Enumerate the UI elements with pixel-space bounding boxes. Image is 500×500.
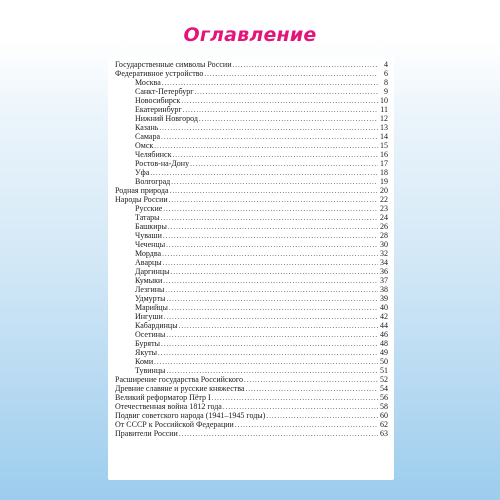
toc-entry[interactable] — [115, 177, 388, 186]
toc-entry[interactable] — [115, 276, 388, 285]
toc-dot-leader — [199, 115, 378, 124]
toc-entry-page-number: 16 — [380, 150, 388, 159]
toc-entry[interactable] — [115, 204, 388, 213]
toc-entry-page-number: 44 — [380, 321, 388, 330]
toc-entry-page-number: 28 — [380, 231, 388, 240]
toc-dot-leader — [183, 106, 378, 115]
toc-entry[interactable] — [115, 186, 388, 195]
toc-entry-page-number: 60 — [380, 411, 388, 420]
toc-entry[interactable] — [115, 150, 388, 159]
toc-entry-label: Государственные символы России — [115, 60, 232, 69]
toc-entry-label: Якуты — [135, 348, 157, 357]
toc-entry-label: Татары — [135, 213, 160, 222]
toc-entry-label: Казань — [135, 123, 159, 132]
toc-entry-label: Новосибирск — [135, 96, 181, 105]
toc-entry-label: Волгоград — [135, 177, 171, 186]
toc-dot-leader — [195, 88, 378, 97]
toc-entry-label: Удмурты — [135, 294, 166, 303]
toc-entry-page-number: 17 — [380, 159, 388, 168]
toc-entry-label: Уфа — [135, 168, 150, 177]
toc-entry[interactable] — [115, 285, 388, 294]
toc-entry-page-number: 9 — [384, 87, 388, 96]
toc-dot-leader — [154, 358, 378, 367]
toc-entry-label: Отечественная война 1812 года — [115, 402, 222, 411]
toc-entry-page-number: 10 — [380, 96, 388, 105]
toc-entry-label: Родная природа — [115, 186, 169, 195]
toc-dot-leader — [166, 331, 378, 340]
toc-dot-leader — [163, 205, 378, 214]
toc-entry-label: Ингуши — [135, 312, 163, 321]
toc-entry-label: Чеченцы — [135, 240, 166, 249]
toc-entry-label: Челябинск — [135, 150, 172, 159]
toc-entry-page-number: 19 — [380, 177, 388, 186]
toc-dot-leader — [171, 268, 378, 277]
toc-entry-page-number: 49 — [380, 348, 388, 357]
toc-entry-page-number: 12 — [380, 114, 388, 123]
toc-entry-label: Правители России — [115, 429, 178, 438]
toc-dot-leader — [163, 232, 378, 241]
toc-entry-page-number: 50 — [380, 357, 388, 366]
toc-dot-leader — [204, 70, 378, 79]
toc-dot-leader — [163, 259, 378, 268]
toc-entry[interactable] — [115, 402, 388, 411]
toc-entry[interactable] — [115, 375, 388, 384]
toc-entry[interactable] — [115, 249, 388, 258]
toc-entry[interactable] — [115, 231, 388, 240]
toc-entry-page-number: 58 — [380, 402, 388, 411]
toc-entry-page-number: 6 — [384, 69, 388, 78]
toc-entry-label: Санкт-Петербург — [135, 87, 194, 96]
toc-dot-leader — [169, 196, 378, 205]
toc-entry[interactable] — [115, 222, 388, 231]
toc-entry-page-number: 20 — [380, 186, 388, 195]
toc-entry-page-number: 22 — [380, 195, 388, 204]
toc-dot-leader — [161, 340, 378, 349]
toc-entry-page-number: 15 — [380, 141, 388, 150]
toc-entry[interactable] — [115, 393, 388, 402]
toc-entry-page-number: 56 — [380, 393, 388, 402]
toc-entry-label: Великий реформатор Пётр I — [115, 393, 211, 402]
toc-entry[interactable] — [115, 78, 388, 87]
toc-entry[interactable] — [115, 339, 388, 348]
toc-entry-page-number: 26 — [380, 222, 388, 231]
toc-entry[interactable] — [115, 159, 388, 168]
toc-entry-label: Даргинцы — [135, 267, 170, 276]
toc-entry-page-number: 48 — [380, 339, 388, 348]
toc-entry-page-number: 63 — [380, 429, 388, 438]
toc-entry[interactable] — [115, 132, 388, 141]
toc-entry-page-number: 36 — [380, 267, 388, 276]
toc-dot-leader — [158, 349, 378, 358]
toc-dot-leader — [161, 214, 378, 223]
toc-entry-label: Осетины — [135, 330, 166, 339]
toc-entry-label: Русские — [135, 204, 163, 213]
toc-entry[interactable] — [115, 420, 388, 429]
toc-dot-leader — [165, 286, 378, 295]
toc-entry-page-number: 62 — [380, 420, 388, 429]
toc-entry-label: Лезгины — [135, 285, 165, 294]
toc-entry[interactable] — [115, 123, 388, 132]
toc-entry-label: Тувинцы — [135, 366, 166, 375]
toc-dot-leader — [164, 313, 378, 322]
toc-dot-leader — [245, 385, 378, 394]
toc-entry[interactable] — [115, 168, 388, 177]
toc-entry-page-number: 52 — [380, 375, 388, 384]
toc-entry-page-number: 30 — [380, 240, 388, 249]
toc-dot-leader — [170, 187, 378, 196]
toc-entry-label: Кабардинцы — [135, 321, 178, 330]
toc-dot-leader — [169, 304, 378, 313]
toc-entry[interactable] — [115, 357, 388, 366]
toc-entry[interactable] — [115, 195, 388, 204]
toc-entry[interactable] — [115, 267, 388, 276]
toc-entry-label: Москва — [135, 78, 161, 87]
toc-entry-label: Нижний Новгород — [135, 114, 198, 123]
toc-entry-page-number: 42 — [380, 312, 388, 321]
toc-dot-leader — [162, 250, 378, 259]
toc-entry[interactable] — [115, 384, 388, 393]
toc-entry-page-number: 51 — [380, 366, 388, 375]
toc-dot-leader — [166, 295, 378, 304]
toc-dot-leader — [179, 430, 378, 439]
toc-entry-page-number: 38 — [380, 285, 388, 294]
toc-dot-leader — [266, 412, 378, 421]
toc-entry[interactable] — [115, 366, 388, 375]
toc-entry[interactable] — [115, 69, 388, 78]
toc-entry-page-number: 54 — [380, 384, 388, 393]
toc-entry-label: Мордва — [135, 249, 162, 258]
toc-entry-page-number: 24 — [380, 213, 388, 222]
toc-entry-label: Федеративное устройство — [115, 69, 204, 78]
toc-dot-leader — [163, 277, 378, 286]
toc-dot-leader — [154, 142, 378, 151]
toc-dot-leader — [161, 133, 378, 142]
table-of-contents — [115, 60, 388, 438]
toc-entry-page-number: 46 — [380, 330, 388, 339]
toc-entry[interactable] — [115, 240, 388, 249]
toc-entry-label: Подвиг советского народа (1941–1945 годы) — [115, 411, 266, 420]
toc-entry-label: Марийцы — [135, 303, 168, 312]
toc-entry-label: Башкиры — [135, 222, 167, 231]
toc-entry[interactable] — [115, 114, 388, 123]
toc-entry[interactable] — [115, 96, 388, 105]
toc-entry-page-number: 4 — [384, 60, 388, 69]
toc-entry[interactable] — [115, 303, 388, 312]
toc-entry-page-number: 39 — [380, 294, 388, 303]
toc-entry-label: Расширение государства Российского — [115, 375, 243, 384]
toc-entry-page-number: 40 — [380, 303, 388, 312]
toc-entry-label: Ростов-на-Дону — [135, 159, 190, 168]
toc-entry-page-number: 14 — [380, 132, 388, 141]
toc-entry[interactable] — [115, 429, 388, 438]
toc-entry-label: Самара — [135, 132, 160, 141]
toc-dot-leader — [190, 160, 378, 169]
toc-dot-leader — [166, 241, 378, 250]
toc-dot-leader — [181, 97, 378, 106]
toc-entry[interactable] — [115, 348, 388, 357]
toc-dot-leader — [150, 169, 378, 178]
toc-entry[interactable] — [115, 321, 388, 330]
toc-dot-leader — [233, 61, 379, 70]
toc-dot-leader — [168, 223, 378, 232]
toc-entry-page-number: 34 — [380, 258, 388, 267]
toc-entry-page-number: 11 — [380, 105, 388, 114]
toc-entry-page-number: 32 — [380, 249, 388, 258]
toc-entry[interactable] — [115, 258, 388, 267]
toc-entry-label: Народы России — [115, 195, 168, 204]
toc-entry[interactable] — [115, 312, 388, 321]
toc-entry-label: Буряты — [135, 339, 160, 348]
page-title: Оглавление — [183, 24, 317, 46]
toc-dot-leader — [212, 394, 378, 403]
toc-entry-page-number: 23 — [380, 204, 388, 213]
toc-entry-label: Екатеринбург — [135, 105, 182, 114]
toc-dot-leader — [171, 178, 378, 187]
toc-entry[interactable] — [115, 87, 388, 96]
toc-entry[interactable] — [115, 294, 388, 303]
toc-entry[interactable] — [115, 330, 388, 339]
toc-dot-leader — [159, 124, 378, 133]
toc-entry-label: Чуваши — [135, 231, 162, 240]
toc-entry-label: Аварцы — [135, 258, 162, 267]
toc-entry-label: Кумыки — [135, 276, 163, 285]
toc-entry-page-number: 37 — [380, 276, 388, 285]
toc-entry-label: Коми — [135, 357, 154, 366]
toc-entry[interactable] — [115, 141, 388, 150]
toc-entry[interactable] — [115, 105, 388, 114]
toc-entry-label: Древние славяне и русские княжества — [115, 384, 245, 393]
toc-entry-page-number: 18 — [380, 168, 388, 177]
toc-dot-leader — [244, 376, 378, 385]
toc-dot-leader — [235, 421, 378, 430]
toc-entry-label: От СССР к Российской Федерации — [115, 420, 234, 429]
toc-entry-page-number: 8 — [384, 78, 388, 87]
toc-dot-leader — [179, 322, 378, 331]
toc-entry-label: Омск — [135, 141, 154, 150]
toc-dot-leader — [173, 151, 379, 160]
toc-entry[interactable] — [115, 411, 388, 420]
toc-entry[interactable] — [115, 60, 388, 69]
toc-entry[interactable] — [115, 213, 388, 222]
toc-entry-page-number: 13 — [380, 123, 388, 132]
